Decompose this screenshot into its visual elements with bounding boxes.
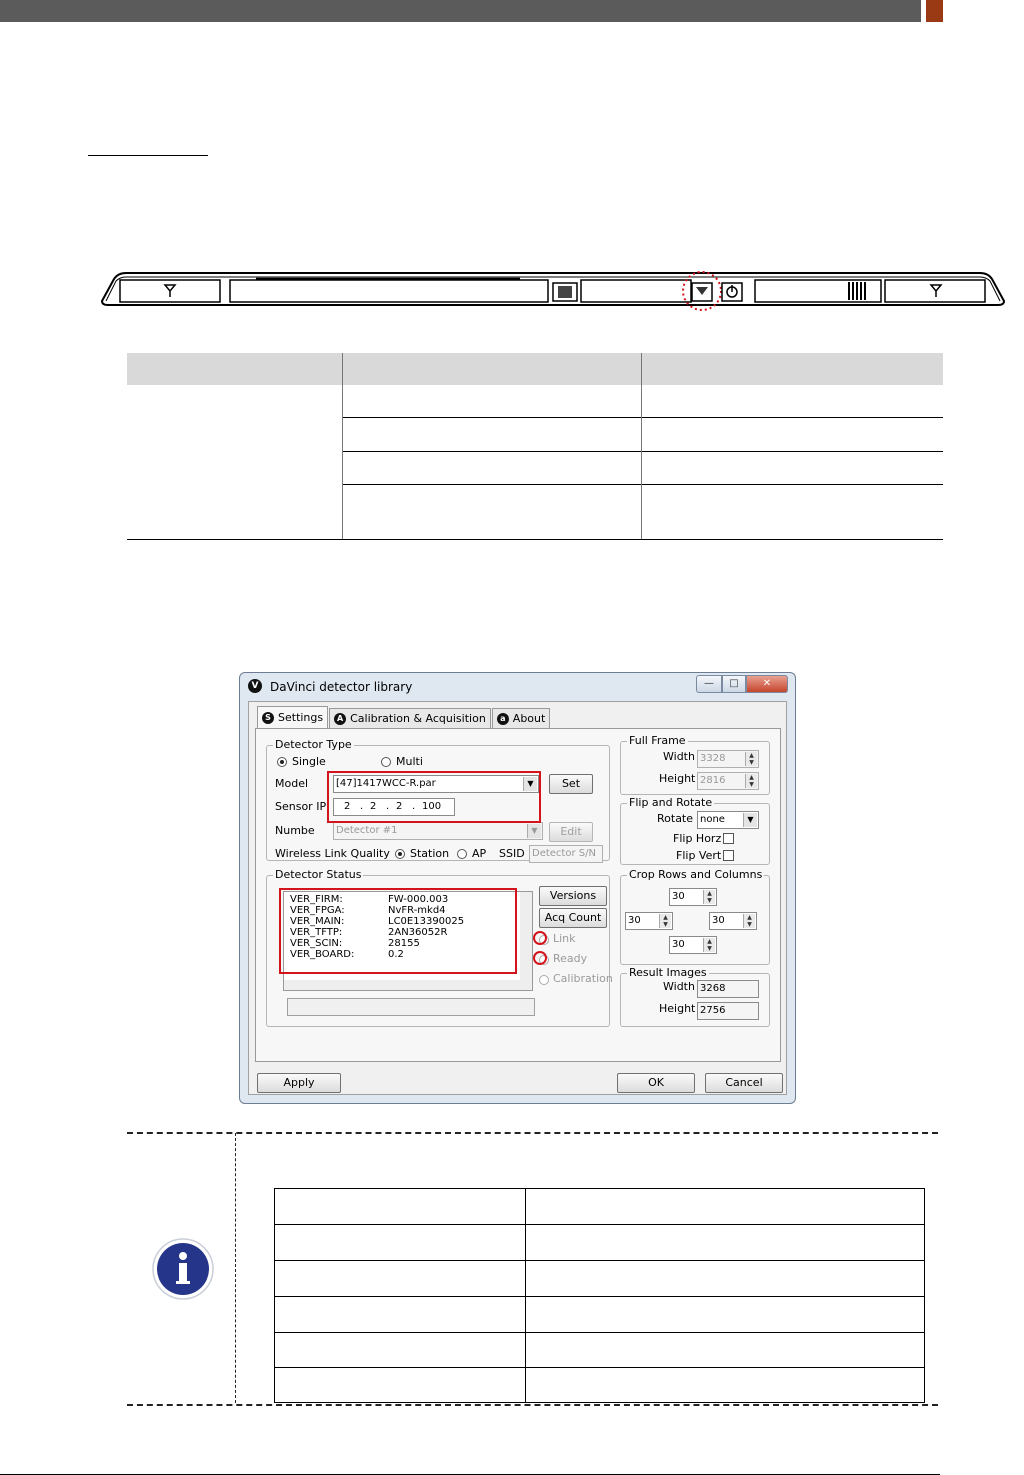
table-row-divider: [275, 1260, 925, 1261]
crop-left-value: 30: [628, 915, 641, 926]
settings-tab-icon: S: [262, 712, 274, 724]
group-title: Result Images: [629, 966, 707, 979]
versions-button[interactable]: Versions: [539, 886, 607, 906]
header-band: [0, 0, 921, 22]
crop-group: [620, 868, 770, 965]
note-divider: [235, 1133, 236, 1403]
window-controls: [696, 675, 788, 693]
ok-button[interactable]: OK: [617, 1073, 695, 1093]
tab-label: Calibration & Acquisition: [350, 712, 486, 725]
list-item-value: 2AN36052R: [388, 927, 448, 938]
spinner-arrows-icon[interactable]: ▲ ▼: [703, 890, 715, 904]
multi-label: Multi: [396, 755, 423, 768]
group-title: Flip and Rotate: [629, 796, 713, 809]
calibration-label: Calibration: [553, 972, 613, 985]
result-width-field: 3268: [697, 980, 759, 998]
wireless-link-quality-label: Wireless Link Quality: [275, 847, 390, 860]
window-title: DaVinci detector library: [270, 680, 413, 694]
crop-right-value: 30: [712, 915, 725, 926]
list-item-value: 28155: [388, 938, 420, 949]
tab-label: Settings: [278, 711, 324, 724]
minimize-button[interactable]: —: [696, 675, 722, 693]
table-row-divider: [275, 1332, 925, 1333]
tab-about[interactable]: [492, 708, 551, 728]
detector-number-value: Detector #1: [336, 825, 398, 836]
table-column-divider: [525, 1189, 526, 1403]
ready-label: Ready: [553, 952, 588, 965]
ip-octet-1: 2: [344, 801, 351, 812]
section-underline: [88, 155, 208, 156]
crop-left-field[interactable]: [625, 912, 673, 930]
detector-side-view-illustration: [100, 271, 1006, 311]
calibration-indicator: [539, 975, 549, 985]
status-key: VER_MAIN:: [290, 916, 345, 927]
chevron-down-icon: ▼: [527, 824, 541, 838]
table-bottom-rule: [127, 539, 943, 540]
list-item-value: 0.2: [388, 949, 404, 960]
tab-strip: [257, 706, 551, 728]
full-frame-group: [620, 734, 770, 795]
full-height-value: 2816: [700, 775, 726, 786]
model-value: [47]1417WCC-R.par: [336, 778, 436, 789]
single-radio[interactable]: [277, 757, 287, 767]
acq-count-button[interactable]: Acq Count: [539, 908, 607, 928]
result-images-group: [620, 966, 770, 1027]
crop-top-value: 30: [672, 891, 685, 902]
power-button-icon: [722, 283, 742, 301]
single-label: Single: [292, 755, 326, 768]
crop-bottom-value: 30: [672, 939, 685, 950]
table-row-divider: [342, 451, 943, 452]
window-client-area: [248, 701, 787, 1095]
width-label: Width: [663, 980, 695, 993]
edit-button[interactable]: Edit: [549, 822, 593, 842]
chevron-down-icon: ▼: [743, 813, 757, 827]
network-status-icon: [692, 283, 712, 301]
ssid-label: SSID: [499, 847, 525, 860]
sensor-ip-label: Sensor IP: [275, 800, 327, 813]
cancel-button[interactable]: Cancel: [705, 1073, 783, 1093]
status-key: VER_BOARD:: [290, 949, 355, 960]
set-button[interactable]: Set: [549, 774, 593, 794]
davinci-detector-library-window: [239, 672, 796, 1104]
apply-button[interactable]: Apply: [257, 1073, 341, 1093]
ap-radio[interactable]: [457, 849, 467, 859]
table-row-divider: [342, 417, 943, 418]
group-title: Crop Rows and Columns: [629, 868, 763, 881]
info-icon: [152, 1238, 214, 1300]
flip-vert-checkbox[interactable]: [723, 850, 734, 861]
rotate-select[interactable]: [697, 811, 759, 829]
full-height-field[interactable]: [697, 772, 759, 790]
ssid-field[interactable]: Detector S/N: [529, 845, 603, 863]
highlight-ring: [533, 931, 547, 945]
rotate-label: Rotate: [657, 812, 694, 825]
status-key: VER_FPGA:: [290, 905, 345, 916]
flip-rotate-group: [620, 796, 770, 865]
numbe-label: Numbe: [275, 824, 315, 837]
station-label: Station: [410, 847, 450, 860]
rotate-value: none: [700, 814, 725, 825]
detector-status-group: [266, 868, 613, 1027]
model-label: Model: [275, 777, 309, 790]
close-button[interactable]: ✕: [746, 675, 788, 693]
tab-label: About: [512, 712, 546, 725]
calibration-tab-icon: A: [334, 713, 346, 725]
spinner-arrows-icon[interactable]: ▲ ▼: [743, 914, 755, 928]
table-row-divider: [275, 1367, 925, 1368]
table-row-divider: [275, 1296, 925, 1297]
spinner-arrows-icon[interactable]: ▲ ▼: [659, 914, 671, 928]
note-bottom-rule: [127, 1404, 938, 1406]
status-key: VER_SCIN:: [290, 938, 343, 949]
ip-dot: .: [386, 801, 390, 812]
progress-bar: [287, 998, 535, 1016]
spinner-arrows-icon[interactable]: ▲ ▼: [745, 774, 757, 788]
status-key: VER_TFTP:: [290, 927, 343, 938]
crop-top-field[interactable]: [669, 888, 717, 906]
height-label: Height: [659, 772, 696, 785]
full-width-field[interactable]: [697, 750, 759, 768]
table-column-divider: [641, 353, 642, 539]
width-label: Width: [663, 750, 695, 763]
ip-dot: .: [412, 801, 416, 812]
tab-calibration-acquisition[interactable]: [329, 708, 491, 728]
ip-octet-2: 2: [370, 801, 377, 812]
note-top-rule: [127, 1132, 938, 1134]
group-title: Detector Type: [275, 738, 352, 751]
crop-bottom-field[interactable]: [669, 936, 717, 954]
table-row-divider: [342, 484, 943, 485]
group-title: Detector Status: [275, 868, 362, 881]
link-label: Link: [553, 932, 576, 945]
horizontal-scrollbar[interactable]: [284, 980, 520, 990]
settings-panel: [255, 728, 781, 1062]
list-item-value: FW-000.003: [388, 894, 449, 905]
spinner-arrows-icon[interactable]: ▲ ▼: [745, 752, 757, 766]
full-width-value: 3328: [700, 753, 726, 764]
ip-octet-3: 2: [396, 801, 403, 812]
ip-dot: .: [360, 801, 364, 812]
station-radio[interactable]: [395, 849, 405, 859]
flip-horz-checkbox[interactable]: [723, 833, 734, 844]
spinner-arrows-icon[interactable]: ▲ ▼: [703, 938, 715, 952]
note-table: [274, 1188, 925, 1403]
detector-number-select[interactable]: [333, 822, 543, 840]
flip-vert-label: Flip Vert: [676, 849, 722, 862]
table-row-divider: [275, 1224, 925, 1225]
result-height-field: 2756: [697, 1002, 759, 1020]
crop-right-field[interactable]: [709, 912, 757, 930]
chevron-down-icon: ▼: [523, 777, 537, 791]
header-accent: [926, 0, 943, 22]
list-item-value: NvFR-mkd4: [388, 905, 446, 916]
height-label: Height: [659, 1002, 696, 1015]
table-column-divider: [342, 353, 343, 539]
multi-radio[interactable]: [381, 757, 391, 767]
group-title: Full Frame: [629, 734, 686, 747]
maximize-button[interactable]: □: [722, 675, 746, 693]
status-key: VER_FIRM:: [290, 894, 343, 905]
flip-horz-label: Flip Horz: [673, 832, 722, 845]
table-header-row: [127, 353, 943, 385]
tab-settings[interactable]: [257, 706, 328, 728]
ip-octet-4: 100: [422, 801, 442, 812]
app-logo-icon: V: [248, 679, 262, 693]
about-tab-icon: a: [497, 713, 509, 725]
ap-label: AP: [472, 847, 487, 860]
highlight-box: [279, 888, 517, 974]
highlight-box: [327, 771, 541, 823]
highlight-ring: [533, 951, 547, 965]
vertical-scrollbar[interactable]: [520, 892, 532, 990]
list-item-value: LC0E13390025: [388, 916, 465, 927]
